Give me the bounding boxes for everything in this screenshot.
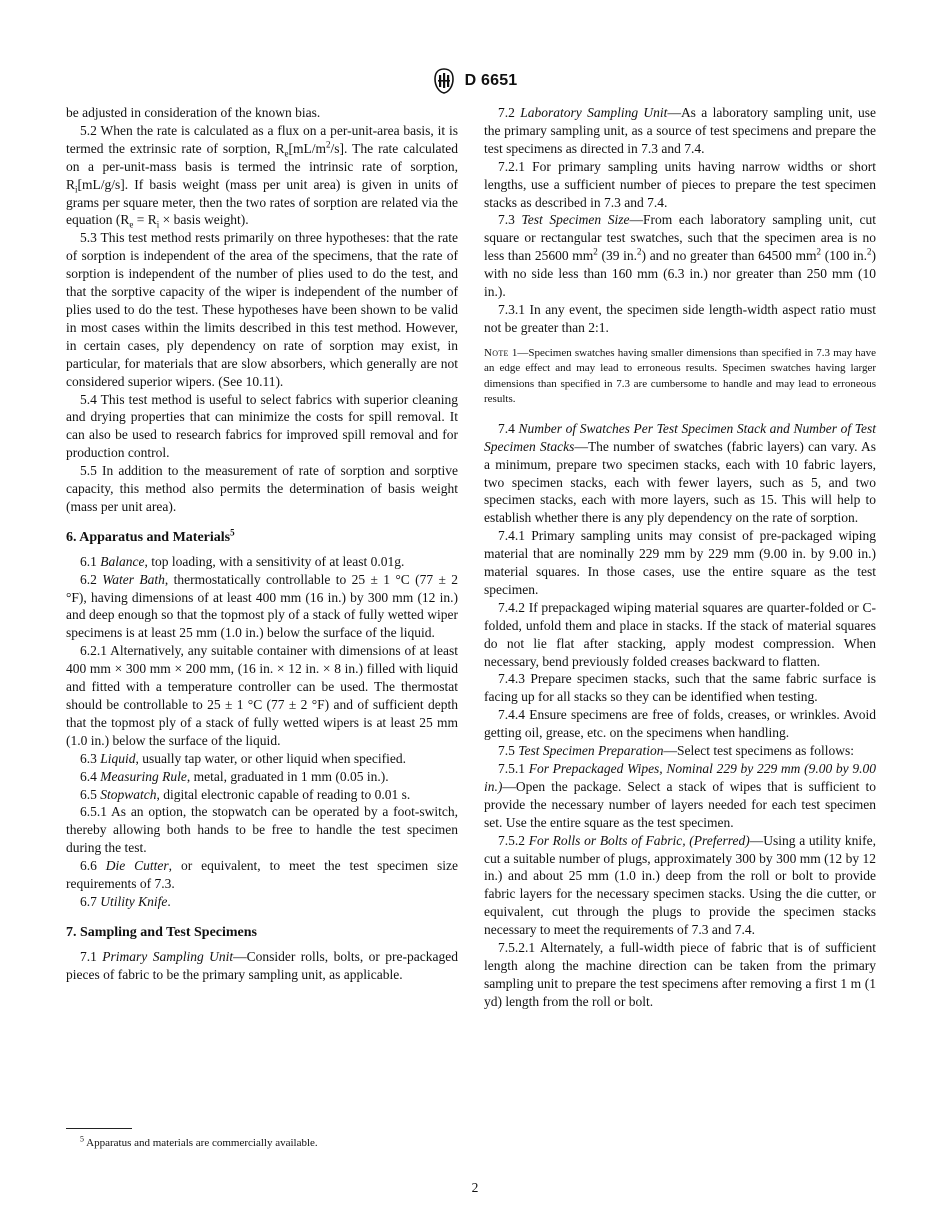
paragraph-7-2: 7.2 Laboratory Sampling Unit—As a laboratory sampling unit, use the primary sampling unit, as a source of test specimens and prepare the test specimens as directed in 7.3 and 7.4. [484, 105, 877, 156]
paragraph-5-3: 5.3 This test method rests primarily on three hypotheses: that the rate of sorption is independent of the area of the specimens, that the rate of sorption is independent of the number of plies used to do the test, and that the sorptive capacity of the wiper is independent of the number of plies used to do the test. These hypotheses have been shown to be valid in most cases within the limits described in this test method. However, in certain cases, ply dependency on rate of sorption may exist, in particular, for materials that are slow absorbers, which generally are not considered superior wipers. (See 10.11). [66, 230, 458, 389]
paragraph-7-5-1: 7.5.1 For Prepackaged Wipes, Nominal 229 by 229 mm (9.00 by 9.00 in.)—Open the package. Select a stack of wipes that is sufficient to provide the necessary number of layers needed for each test specimen set. Use the entire square as the test specimen. [484, 761, 876, 830]
right-column [484, 104, 876, 1011]
paragraph: be adjusted in consideration of the known bias. [66, 105, 321, 120]
paragraph-6-4: 6.4 Measuring Rule, metal, graduated in 1 mm (0.05 in.). [80, 768, 389, 784]
paragraph-5-2: 5.2 When the rate is calculated as a flux on a per-unit-area basis, it is termed the extrinsic rate of sorption, $R_e[mL/m^2/s]$. The rate calculated on a per-unit-mass basis is termed the intrinsic rate of sorption, $R_i[mL/g/s]$. If basis weight (mass per unit area) is given in units of grams per square meter, then the two rates of sorption are related via the equation ($R_e = R_i$ × basis weight). [66, 122, 458, 231]
section-heading-6: 6. Apparatus and Materials$^5$ [66, 527, 235, 545]
page-number: 2 [471, 1180, 479, 1195]
paragraph-6-6: 6.6 Die Cutter, or equivalent, to meet the test specimen size requirements of 7.3. [66, 858, 459, 892]
footnote: $^5$ Apparatus and materials are commercially available. [80, 1134, 318, 1149]
standard-designation: D 6651 [464, 72, 518, 89]
paragraph-6-1: 6.1 Balance, top loading, with a sensitivity of at least 0.01g. [80, 553, 405, 569]
paragraph-7-3-1: 7.3.1 In any event, the specimen side length-width aspect ratio must not be greater than 2:1. [484, 301, 876, 335]
paragraph-7-4-1: 7.4.1 Primary sampling units may consist of pre-packaged wiping material that are nominally 229 mm by 229 mm (9.00 in. by 9.00 in.) material squares. In those cases, use the entire square as the test specimen. [484, 528, 876, 597]
paragraph-7-4-2: 7.4.2 If prepackaged wiping material squares are quarter-folded or C-folded, unfold them and place in stacks. If the stack of material squares do not lie flat after stacking, apply modest compression. When necessary, bend previously folded creases backward to flatten. [484, 599, 876, 669]
paragraph-6-2: 6.2 Water Bath, thermostatically controllable to 25 ± 1 °C (77 ± 2 °F), having dimensions of at least 400 mm (16 in.) by 300 mm (12 in.) and deep enough so that the topmost ply of a stack of fully wetted wiper specimens is at least 25 mm (1.0 in.) below the surface of the liquid. [66, 571, 459, 641]
paragraph-7-4-3: 7.4.3 Prepare specimen stacks, such that the same fabric surface is facing up for all stacks so they can be identified when testing. [484, 671, 876, 705]
paragraph-7-5-2-1: 7.5.2.1 Alternately, a full-width piece of fabric that is of sufficient length along the machine direction can be taken from the primary sampling unit to prepare the test specimens after removing a first 1 m (1 yd) length from the roll or bolt. [484, 940, 876, 1009]
left-column [66, 104, 458, 984]
paragraph-7-4: 7.4 Number of Swatches Per Test Specimen Stack and Number of Test Specimen Stacks—The number of swatches (fabric layers) can vary. As a minimum, prepare two specimen stacks, each with 10 fabric layers, two specimen stacks, each with fewer layers, such as 5, and two specimen stacks, each with more layers, such as 15. This will help to establish whether there is any ply dependency on the rate of sorption. [484, 420, 877, 526]
section-heading-7: 7. Sampling and Test Specimens [66, 924, 257, 940]
paragraph-7-3: 7.3 Test Specimen Size—From each laboratory sampling unit, cut square or rectangular test swatches, such that the specimen area is no less than 25600 $mm^2$ (39 in.$^2$) and no greater than 64500 $mm^2$ (100 in.$^2$) with no side less than 160 mm (6.3 in.) nor greater than 250 mm (10 in.). [484, 212, 877, 300]
paragraph-6-5-1: 6.5.1 As an option, the stopwatch can be operated by a foot-switch, thereby allowing both hands to be free to handle the test specimen during the test. [66, 804, 458, 856]
paragraph-6-5: 6.5 Stopwatch, digital electronic capable of reading to 0.01 s. [80, 786, 411, 802]
astm-logo-icon [433, 68, 455, 94]
footnote-divider [66, 1128, 132, 1129]
paragraph-6-3: 6.3 Liquid, usually tap water, or other liquid when specified. [80, 750, 407, 766]
page-header [0, 68, 950, 94]
paragraph-6-2-1: 6.2.1 Alternatively, any suitable container with dimensions of at least 400 mm × 300 mm × 200 mm, (16 in. × 12 in. × 8 in.) filled with liquid and fitted with a temperature controller can be used. The thermostat should be controllable to 25 ± 1 °C (77 ± 2 °F) and of sufficient depth that the topmost ply of a stack of fully wetted wipers is at least 25 mm (1.0 in.) below the surface of the liquid. [66, 643, 458, 748]
paragraph-7-5-2: 7.5.2 For Rolls or Bolts of Fabric, (Preferred)—Using a utility knife, cut a suitable number of plugs, approximately 300 by 300 mm (12 by 12 in.) and about 25 mm (1.0 in.) deep from the roll or bolt to provide fabric layers for the necessary specimen stacks. Using the die cutter, or equivalent, cut through the plugs to provide the specimen stacks necessary to meet the requirements of 7.3 and 7.4. [484, 832, 876, 938]
note-1: Note 1—Specimen swatches having smaller dimensions than specified in 7.3 may have an edge effect and may lead to erroneous results. Specimen swatches having larger dimensions than specified in 7.3 are cumbersome to handle and may lead to erroneous results. [484, 346, 876, 406]
paragraph-7-4-4: 7.4.4 Ensure specimens are free of folds, creases, or wrinkles. Avoid getting oil, grease, etc. on the specimens when handling. [484, 707, 876, 741]
paragraph-7-1: 7.1 Primary Sampling Unit—Consider rolls, bolts, or pre-packaged pieces of fabric to be the primary sampling unit, as applicable. [66, 948, 459, 982]
paragraph-6-7: 6.7 Utility Knife. [80, 893, 171, 909]
paragraph-7-5: 7.5 Test Specimen Preparation—Select test specimens as follows: [498, 743, 854, 759]
paragraph-5-4: 5.4 This test method is useful to select fabrics with superior cleaning and drying properties that can minimize the costs for spill removal. It can also be used to research fabrics for improved spill removal and for production control. [66, 391, 458, 461]
paragraph-5-5: 5.5 In addition to the measurement of rate of sorption and sorptive capacity, this method also permits the determination of basis weight (mass per unit area). [66, 463, 458, 514]
paragraph-7-2-1: 7.2.1 For primary sampling units having narrow widths or short lengths, use a sufficient number of pieces to prepare the test specimen stacks as described in 7.3 and 7.4. [484, 158, 876, 210]
